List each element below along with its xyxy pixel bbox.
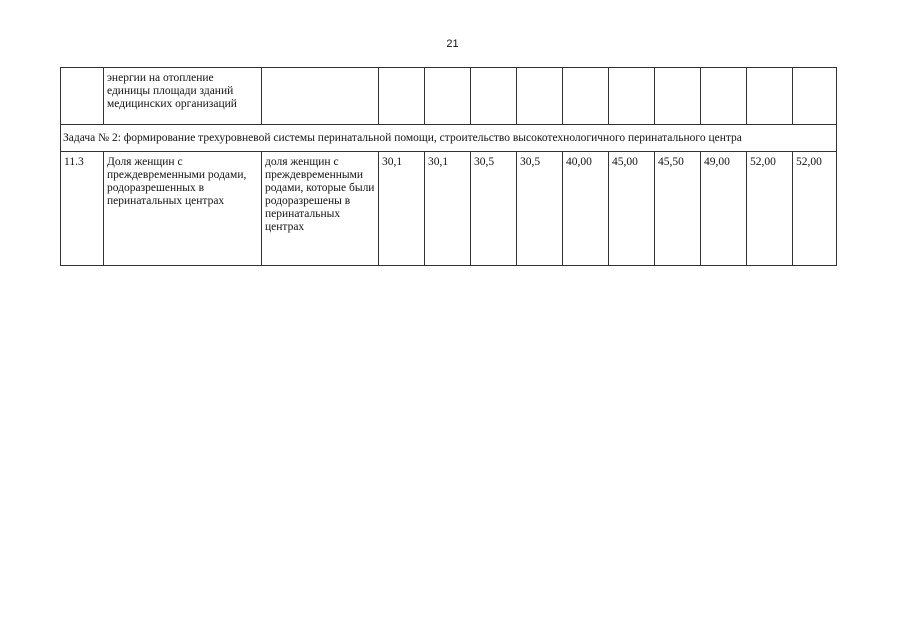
row-number-cell	[61, 68, 104, 125]
value-cell	[793, 68, 837, 125]
value-cell: 45,50	[655, 152, 701, 266]
value-cell	[747, 68, 793, 125]
value-cell: 40,00	[563, 152, 609, 266]
value-cell: 52,00	[793, 152, 837, 266]
indicators-table	[60, 67, 837, 266]
value-cell: 45,00	[609, 152, 655, 266]
value-cell	[471, 68, 517, 125]
value-cell: 49,00	[701, 152, 747, 266]
indicator-description-cell: доля женщин с преждевременными родами, которые были родоразрешены в перинатальных центрах	[262, 152, 379, 266]
value-cell	[655, 68, 701, 125]
continuation-row	[61, 68, 837, 125]
indicator-name-cell: Доля женщин с преждевременными родами, родоразрешенных в перинатальных центрах	[104, 152, 262, 266]
value-cell	[379, 68, 425, 125]
value-cell: 30,1	[425, 152, 471, 266]
section-header-row	[61, 125, 837, 152]
indicator-description-cell	[262, 68, 379, 125]
value-cell	[517, 68, 563, 125]
value-cell	[609, 68, 655, 125]
table-row	[61, 152, 837, 266]
section-title: Задача № 2: формирование трехуровневой системы перинатальной помощи, строительство высокотехнологичного перинатального центра	[61, 125, 837, 152]
value-cell: 30,5	[517, 152, 563, 266]
value-cell	[701, 68, 747, 125]
indicator-name-cell: энергии на отопление единицы площади зданий медицинских организаций	[104, 68, 262, 125]
value-cell	[563, 68, 609, 125]
page-number: 21	[446, 38, 459, 50]
row-number-cell: 11.3	[61, 152, 104, 266]
value-cell: 30,1	[379, 152, 425, 266]
value-cell	[425, 68, 471, 125]
value-cell: 52,00	[747, 152, 793, 266]
value-cell: 30,5	[471, 152, 517, 266]
